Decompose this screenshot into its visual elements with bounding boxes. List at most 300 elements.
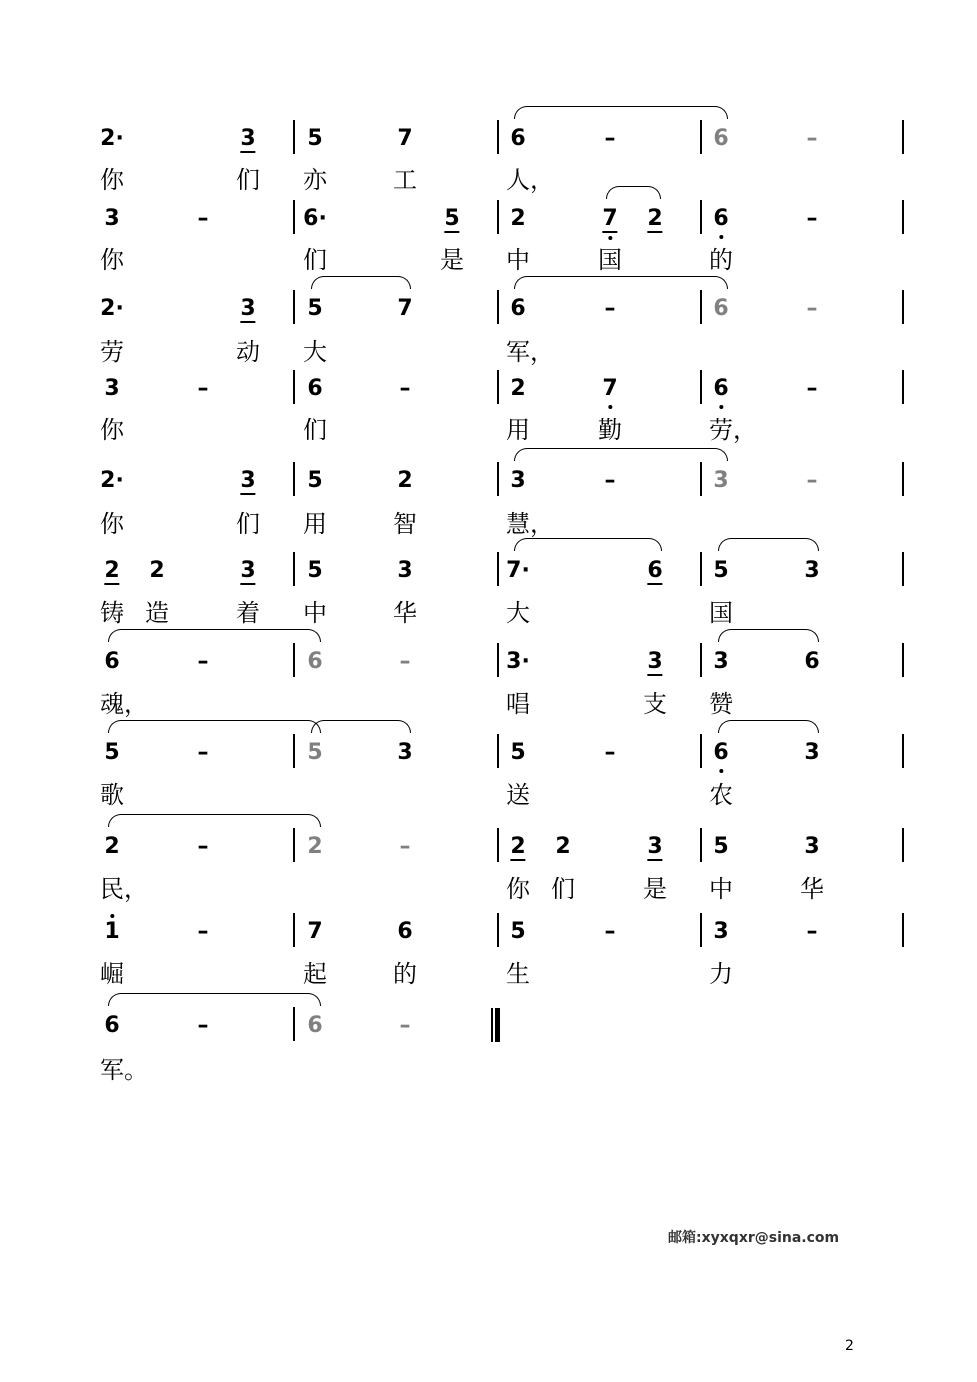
note-digit: – xyxy=(806,206,818,231)
bar-line xyxy=(902,370,904,404)
note-digit: 6 xyxy=(713,126,729,151)
note xyxy=(510,921,525,943)
lyric-char: 你 xyxy=(506,875,530,903)
underline-mark xyxy=(104,583,119,585)
low-octave-dot xyxy=(608,405,612,409)
note xyxy=(198,836,209,858)
note-digit: – xyxy=(197,919,209,944)
note-digit: 6 xyxy=(713,296,729,321)
bar-line xyxy=(902,643,904,677)
slur-arc xyxy=(514,448,728,461)
note xyxy=(240,128,255,153)
note-digit: 6 xyxy=(307,649,323,674)
lyric-char: 民， xyxy=(100,875,148,903)
note xyxy=(100,298,124,320)
note xyxy=(397,470,412,492)
note xyxy=(307,836,322,858)
underline-mark xyxy=(647,859,662,861)
note-digit: 5 xyxy=(104,740,120,765)
note-digit: – xyxy=(197,649,209,674)
bar-line xyxy=(902,200,904,234)
note-digit: 6 xyxy=(397,919,413,944)
lyric-char: 智 xyxy=(393,510,417,538)
note-digit: – xyxy=(604,919,616,944)
note-digit: – xyxy=(604,296,616,321)
note xyxy=(713,836,728,858)
lyric-char: 大 xyxy=(506,599,530,627)
lyric-char: 动 xyxy=(236,338,260,366)
bar-line xyxy=(700,913,702,947)
lyric-char: 中 xyxy=(506,246,530,274)
final-bar-thick xyxy=(495,1008,500,1042)
underline-mark xyxy=(647,231,662,233)
underline-mark xyxy=(240,321,255,323)
note-digit: 2 xyxy=(555,834,571,859)
note xyxy=(647,836,662,861)
note xyxy=(510,378,525,400)
note-digit: – xyxy=(197,834,209,859)
note xyxy=(400,378,411,400)
bar-line xyxy=(293,828,295,862)
note-digit: 2 xyxy=(104,834,120,859)
note xyxy=(400,836,411,858)
note-digit: 2 xyxy=(397,468,413,493)
bar-line xyxy=(497,200,499,234)
note xyxy=(713,208,728,230)
note xyxy=(240,560,255,585)
note-digit: – xyxy=(197,1013,209,1038)
bar-line xyxy=(902,290,904,324)
underline-mark xyxy=(444,231,459,233)
bar-line xyxy=(497,913,499,947)
final-bar-thin xyxy=(491,1008,493,1042)
note xyxy=(804,560,819,582)
note-digit: 5 xyxy=(713,558,729,583)
note-digit: 3· xyxy=(506,649,530,674)
note xyxy=(198,208,209,230)
note-digit: 6 xyxy=(307,1013,323,1038)
note xyxy=(647,208,662,233)
low-octave-dot xyxy=(719,235,723,239)
bar-line xyxy=(700,462,702,496)
note xyxy=(602,378,617,400)
note-digit: – xyxy=(399,376,411,401)
note xyxy=(104,208,119,230)
note-digit: 6 xyxy=(713,740,729,765)
note xyxy=(510,742,525,764)
bar-line xyxy=(293,120,295,154)
note-digit: 5 xyxy=(444,206,460,231)
note xyxy=(713,298,728,320)
slur-arc xyxy=(514,106,728,119)
note xyxy=(555,836,570,858)
bar-line xyxy=(700,643,702,677)
bar-line xyxy=(700,120,702,154)
note-digit: 5 xyxy=(307,468,323,493)
bar-line xyxy=(700,828,702,862)
note-digit: 3 xyxy=(804,558,820,583)
lyric-char: 用 xyxy=(303,510,327,538)
lyric-char: 中 xyxy=(709,875,733,903)
note-digit: 3 xyxy=(240,468,256,493)
note-digit: 3 xyxy=(104,376,120,401)
note xyxy=(510,208,525,230)
lyric-char: 你 xyxy=(100,416,124,444)
note xyxy=(605,470,616,492)
lyric-char: 崛 xyxy=(100,960,124,988)
note xyxy=(713,128,728,150)
lyric-char: 亦 xyxy=(303,166,327,194)
note-digit: 1 xyxy=(104,919,120,944)
underline-mark xyxy=(240,151,255,153)
note-digit: 7· xyxy=(506,558,530,583)
lyric-char: 你 xyxy=(100,166,124,194)
bar-line xyxy=(902,120,904,154)
note xyxy=(602,208,617,233)
lyric-char: 歌 xyxy=(100,781,124,809)
lyric-char: 军。 xyxy=(100,1056,148,1084)
note-digit: 2 xyxy=(149,558,165,583)
note-digit: 7 xyxy=(397,126,413,151)
note xyxy=(713,742,728,764)
bar-line xyxy=(497,290,499,324)
bar-line xyxy=(293,462,295,496)
lyric-char: 们 xyxy=(303,416,327,444)
note xyxy=(713,378,728,400)
bar-line xyxy=(700,552,702,586)
note xyxy=(605,128,616,150)
note xyxy=(605,298,616,320)
bar-line xyxy=(497,370,499,404)
note-digit: 7 xyxy=(602,376,618,401)
note-digit: 6 xyxy=(804,649,820,674)
lyric-char: 中 xyxy=(303,599,327,627)
bar-line xyxy=(902,734,904,768)
note xyxy=(510,836,525,861)
note-digit: 3 xyxy=(104,206,120,231)
note-digit: 5 xyxy=(307,740,323,765)
note xyxy=(397,742,412,764)
note-digit: 6 xyxy=(713,206,729,231)
note-digit: 5 xyxy=(510,919,526,944)
note-digit: 3 xyxy=(713,919,729,944)
note-digit: 6· xyxy=(303,206,327,231)
email-footer xyxy=(668,1227,839,1247)
lyric-char: 们 xyxy=(303,246,327,274)
note-digit: – xyxy=(604,740,616,765)
bar-line xyxy=(700,290,702,324)
note-digit: 3 xyxy=(713,649,729,674)
note xyxy=(804,742,819,764)
note-digit: 6 xyxy=(713,376,729,401)
lyric-char: 你 xyxy=(100,246,124,274)
lyric-char: 国 xyxy=(598,246,622,274)
note xyxy=(104,836,119,858)
slur-arc xyxy=(718,538,819,551)
bar-line xyxy=(902,462,904,496)
underline-mark xyxy=(240,493,255,495)
lyric-char: 铸 xyxy=(100,599,124,627)
slur-arc xyxy=(108,814,321,827)
note xyxy=(104,1015,119,1037)
note-digit: 5 xyxy=(307,558,323,583)
bar-line xyxy=(902,552,904,586)
bar-line xyxy=(497,734,499,768)
note xyxy=(807,470,818,492)
note-digit: 6 xyxy=(510,296,526,321)
slur-arc xyxy=(514,276,728,289)
lyric-char: 送 xyxy=(506,781,530,809)
lyric-char: 华 xyxy=(800,875,824,903)
note xyxy=(307,560,322,582)
note xyxy=(510,298,525,320)
note xyxy=(240,470,255,495)
note-digit: 6 xyxy=(104,649,120,674)
note xyxy=(510,128,525,150)
slur-arc xyxy=(108,993,321,1006)
low-octave-dot xyxy=(719,769,723,773)
note-digit: – xyxy=(806,376,818,401)
note-digit: 6 xyxy=(104,1013,120,1038)
lyric-char: 农 xyxy=(709,781,733,809)
lyric-char: 工 xyxy=(393,166,417,194)
note xyxy=(807,298,818,320)
lyric-char: 的 xyxy=(393,960,417,988)
bar-line xyxy=(497,828,499,862)
note-digit: 7 xyxy=(397,296,413,321)
note-digit: 5 xyxy=(307,126,323,151)
note xyxy=(397,298,412,320)
bar-line xyxy=(700,370,702,404)
lyric-char: 赞 xyxy=(709,690,733,718)
note-digit: 5 xyxy=(307,296,323,321)
note-digit: 3 xyxy=(510,468,526,493)
note-digit: 3 xyxy=(804,834,820,859)
note-digit: 6 xyxy=(510,126,526,151)
note-digit: 3 xyxy=(647,834,663,859)
note-digit: 3 xyxy=(713,468,729,493)
lyric-char: 是 xyxy=(643,875,667,903)
note xyxy=(104,378,119,400)
bar-line xyxy=(497,552,499,586)
slur-arc xyxy=(514,538,662,551)
note xyxy=(240,298,255,323)
underline-mark xyxy=(647,583,662,585)
note xyxy=(506,651,530,673)
bar-line xyxy=(902,913,904,947)
note xyxy=(510,470,525,492)
note xyxy=(100,470,124,492)
bar-line xyxy=(293,734,295,768)
bar-line xyxy=(902,828,904,862)
lyric-char: 的 xyxy=(709,246,733,274)
lyric-char: 劳 xyxy=(100,338,124,366)
lyric-char: 你 xyxy=(100,510,124,538)
note-digit: 7 xyxy=(602,206,618,231)
note-digit: 2· xyxy=(100,296,124,321)
bar-line xyxy=(497,462,499,496)
slur-arc xyxy=(311,276,411,289)
bar-line xyxy=(293,552,295,586)
note xyxy=(198,921,209,943)
note xyxy=(307,470,322,492)
lyric-char: 勤 xyxy=(598,416,622,444)
note-digit: – xyxy=(806,468,818,493)
note xyxy=(605,742,616,764)
note xyxy=(307,651,322,673)
bar-line xyxy=(497,643,499,677)
note-digit: 2 xyxy=(510,376,526,401)
note xyxy=(198,742,209,764)
lyric-char: 支 xyxy=(643,690,667,718)
lyric-char: 用 xyxy=(506,416,530,444)
note xyxy=(149,560,164,582)
note xyxy=(307,128,322,150)
note-digit: 2 xyxy=(307,834,323,859)
note xyxy=(100,128,124,150)
note xyxy=(807,208,818,230)
note-digit: 3 xyxy=(647,649,663,674)
note-digit: – xyxy=(399,649,411,674)
note-digit: – xyxy=(197,740,209,765)
note xyxy=(198,378,209,400)
note xyxy=(647,560,662,585)
note-digit: – xyxy=(399,834,411,859)
note-digit: 6 xyxy=(647,558,663,583)
note xyxy=(397,560,412,582)
note-digit: – xyxy=(197,206,209,231)
note xyxy=(807,921,818,943)
note-digit: 3 xyxy=(240,296,256,321)
lyric-char: 们 xyxy=(551,875,575,903)
slur-arc xyxy=(606,186,661,199)
note-digit: 2· xyxy=(100,126,124,151)
slur-arc xyxy=(311,720,411,733)
note xyxy=(303,208,327,230)
note xyxy=(198,1015,209,1037)
note xyxy=(713,921,728,943)
note-digit: – xyxy=(604,468,616,493)
note-digit: 2 xyxy=(647,206,663,231)
note-digit: 2 xyxy=(510,206,526,231)
bar-line xyxy=(293,1007,295,1041)
note-digit: – xyxy=(806,296,818,321)
bar-line xyxy=(293,290,295,324)
note-digit: – xyxy=(806,126,818,151)
lyric-char: 唱 xyxy=(506,690,530,718)
note-digit: 7 xyxy=(307,919,323,944)
bar-line xyxy=(293,913,295,947)
note xyxy=(104,651,119,673)
note-digit: – xyxy=(604,126,616,151)
note xyxy=(307,378,322,400)
note xyxy=(444,208,459,233)
bar-line xyxy=(700,200,702,234)
note xyxy=(605,921,616,943)
underline-mark xyxy=(510,859,525,861)
note-digit: 5 xyxy=(510,740,526,765)
lyric-char: 们 xyxy=(236,166,260,194)
low-octave-dot xyxy=(608,236,612,240)
note-digit: – xyxy=(197,376,209,401)
note xyxy=(807,378,818,400)
note-digit: 3 xyxy=(240,558,256,583)
note-digit: – xyxy=(806,919,818,944)
lyric-char: 国 xyxy=(709,599,733,627)
lyric-char: 劳， xyxy=(709,416,757,444)
bar-line xyxy=(293,200,295,234)
underline-mark xyxy=(240,583,255,585)
email-address: xyxqxr@sina.com xyxy=(701,1230,840,1246)
note xyxy=(804,836,819,858)
note-digit: 3 xyxy=(804,740,820,765)
lyric-char: 们 xyxy=(236,510,260,538)
lyric-char: 华 xyxy=(393,599,417,627)
note-digit: 3 xyxy=(397,740,413,765)
lyric-char: 生 xyxy=(506,960,530,988)
lyric-char: 着 xyxy=(236,599,260,627)
lyric-char: 大 xyxy=(303,338,327,366)
note xyxy=(307,921,322,943)
note xyxy=(713,470,728,492)
bar-line xyxy=(293,370,295,404)
note-digit: 3 xyxy=(240,126,256,151)
underline-mark xyxy=(602,231,617,233)
page-number: 2 xyxy=(845,1338,854,1354)
note xyxy=(647,651,662,676)
note xyxy=(198,651,209,673)
note xyxy=(307,298,322,320)
lyric-char: 起 xyxy=(303,960,327,988)
lyric-char: 慧， xyxy=(506,510,554,538)
note xyxy=(307,742,322,764)
slur-arc xyxy=(108,720,321,733)
note-digit: 2 xyxy=(510,834,526,859)
bar-line xyxy=(497,120,499,154)
note xyxy=(713,651,728,673)
bar-line xyxy=(293,643,295,677)
note xyxy=(506,560,530,582)
note-digit: 5 xyxy=(713,834,729,859)
lyric-char: 魂， xyxy=(100,690,148,718)
note xyxy=(713,560,728,582)
note-digit: – xyxy=(399,1013,411,1038)
underline-mark xyxy=(647,674,662,676)
bar-line xyxy=(700,734,702,768)
note-digit: 2 xyxy=(104,558,120,583)
note xyxy=(397,921,412,943)
low-octave-dot xyxy=(719,405,723,409)
high-octave-dot xyxy=(110,914,114,918)
note xyxy=(400,651,411,673)
lyric-char: 力 xyxy=(709,960,733,988)
note-digit: 2· xyxy=(100,468,124,493)
note xyxy=(807,128,818,150)
note xyxy=(397,128,412,150)
lyric-char: 人， xyxy=(506,166,554,194)
note xyxy=(804,651,819,673)
slur-arc xyxy=(718,720,819,733)
email-label: 邮箱: xyxy=(668,1230,702,1246)
note xyxy=(104,742,119,764)
lyric-char: 军， xyxy=(506,338,554,366)
lyric-char: 造 xyxy=(145,599,169,627)
note xyxy=(400,1015,411,1037)
slur-arc xyxy=(108,629,321,642)
note xyxy=(104,921,119,943)
slur-arc xyxy=(718,629,819,642)
note xyxy=(307,1015,322,1037)
